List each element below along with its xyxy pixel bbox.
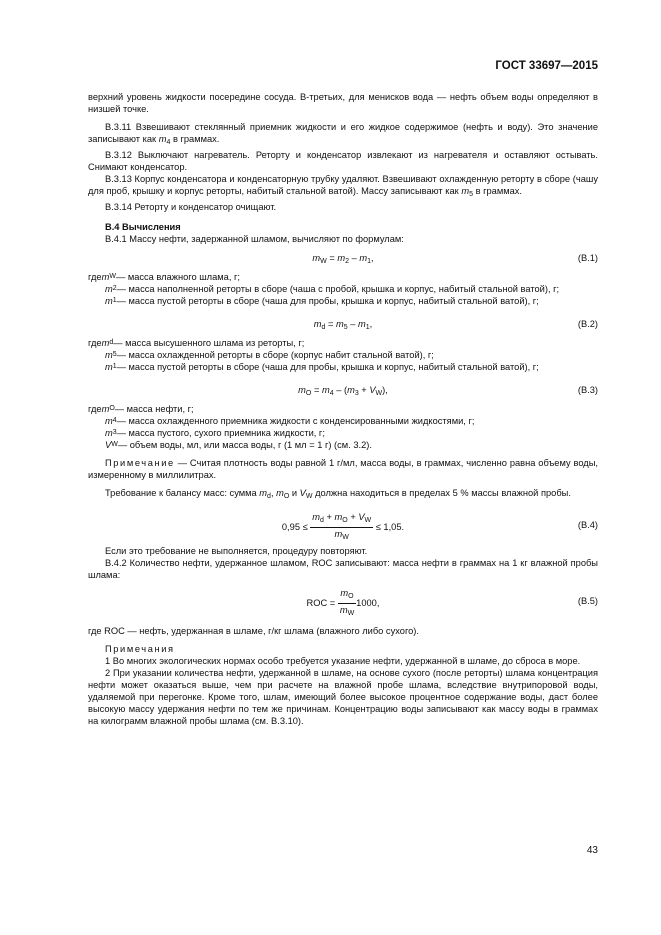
formula-b4: 0,95 ≤ $\frac{m_d + m_O + V_W}{m_W}$ ≤ 1,05. (В.4) — [88, 507, 598, 545]
legend-row: V W — объем воды, мл, или масса воды, г (1 мл = 1 г) (см. 3.2). — [105, 440, 372, 450]
formula-number: (В.3) — [577, 385, 598, 395]
legend-row: m 1 — масса пустой реторты в сборе (чаша для пробы, крышка и корпус, набитый стальной ватой), г; — [105, 362, 539, 372]
legend-row: где m O — масса нефти, г; — [88, 404, 194, 414]
formula-b5: ROC = $\frac{m_O}{m_W}$ 1000, (В.5) — [88, 583, 598, 621]
legend-row: m 3 — масса пустого, сухого приемника жидкости, г; — [105, 428, 325, 438]
paragraph-b3-13: В.3.13 Корпус конденсатора и конденсаторную трубку удаляют. Взвешивают охлажденную реторту в сборе (чашу для проб, крышку и корпус реторты, набитый стальной ватой). Массу записывают как $m_5$ в граммах. — [88, 174, 598, 198]
formula-number: (В.1) — [577, 253, 598, 263]
paragraph-b4-1: В.4.1 Массу нефти, задержанной шламом, вычисляют по формулам: — [105, 234, 404, 244]
page-number: 43 — [586, 845, 598, 856]
paragraph-b3-12: В.3.12 Выключают нагреватель. Реторту и конденсатор извлекают из нагревателя и оставляют остывать. Снимают конденсатор. — [88, 150, 598, 172]
formula-number: (В.4) — [577, 520, 598, 530]
legend-row: m 2 — масса наполненной реторты в сборе (чаша с пробой, крышка и корпус, набитый стальной ватой), г; — [105, 284, 560, 294]
paragraph-intro: верхний уровень жидкости посередине сосуда. В-третьих, для менисков вода — нефть объем воды определяют в низшей точке. — [88, 92, 598, 114]
legend-row: m 5 — масса охлажденной реторты в сборе (корпус набит стальной ватой), г; — [105, 350, 434, 360]
formula-b3: $m_O = m_4 - (m_3 + V_W)$, (В.3) — [298, 385, 598, 397]
paragraph-repeat: Если это требование не выполняется, процедуру повторяют. — [105, 546, 368, 556]
notes-heading: Примечания — [105, 644, 175, 654]
legend-row: где m W — масса влажного шлама, г; — [88, 272, 240, 282]
fraction: $\frac{m_d + m_O + V_W}{m_W}$ — [312, 512, 372, 541]
paragraph-roc-definition: где ROC — нефть, удержанная в шламе, г/кг шлама (влажного либо сухого). — [88, 626, 419, 636]
paragraph-b3-11: В.3.11 Взвешивают стеклянный приемник жидкости и его жидкое содержимое (нефть и воду). Это значение записывают как $m_4$ в граммах. — [88, 122, 598, 146]
formula-b2: $m_d = m_5 - m_1$, (В.2) — [313, 319, 598, 331]
paragraph-mass-balance: Требование к балансу масс: сумма $m_d$, $m_O$ и $V_W$ должна находиться в пределах 5 % массы влажной пробы. — [105, 488, 571, 500]
legend-row: где m d — масса высушенного шлама из реторты, г; — [88, 338, 305, 348]
legend-b1 — [88, 271, 598, 307]
paragraph-b4-2: В.4.2 Количество нефти, удержанное шламом, ROC записывают: масса нефти в граммах на 1 кг влажной пробы шлама: — [88, 558, 598, 580]
page-content — [88, 91, 598, 727]
note-1: 1 Во многих экологических нормах особо требуется указание нефти, удержанной в шламе, до сброса в море. — [105, 656, 581, 666]
legend-row: m 4 — масса охлажденного приемника жидкости с конденсированными жидкостями, г; — [105, 416, 475, 426]
legend-row: m 1 — масса пустой реторты в сборе (чаша для пробы, крышка и корпус, набитый стальной ватой), г; — [105, 296, 539, 306]
formula-number: (В.5) — [577, 596, 598, 606]
note-water-density: Примечание — Считая плотность воды равной 1 г/мл, масса воды, в граммах, численно равна объему воды, измеренному в миллилитрах. — [88, 458, 598, 480]
legend-b2 — [88, 337, 598, 373]
document-id-header: ГОСТ 33697—2015 — [495, 60, 598, 72]
legend-b3 — [88, 403, 598, 451]
paragraph-b3-14: В.3.14 Реторту и конденсатор очищают. — [105, 202, 277, 212]
section-heading-b4: В.4 Вычисления — [105, 222, 181, 232]
fraction: $\frac{m_O}{m_W}$ — [339, 588, 355, 617]
formula-b1: $m_W = m_2 - m_1$, (В.1) — [312, 253, 598, 265]
formula-number: (В.2) — [577, 319, 598, 329]
note-2: 2 При указании количества нефти, удержанной в шламе, на основе сухого (после реторты) шлама концентрация нефти может оказаться выше, чем при расчете на влажной пробе шлама, вследствие внутрипоровой воды, удаляемой при перегонке. Кроме того, шлам, имеющий более высокое процентное содержание воды, даст более высокую массу удержания нефти по тем же причинам. Концентрацию воды записывают как массу воды в граммах на килограмм влажной пробы шлама (см. В.3.10). — [88, 668, 598, 726]
